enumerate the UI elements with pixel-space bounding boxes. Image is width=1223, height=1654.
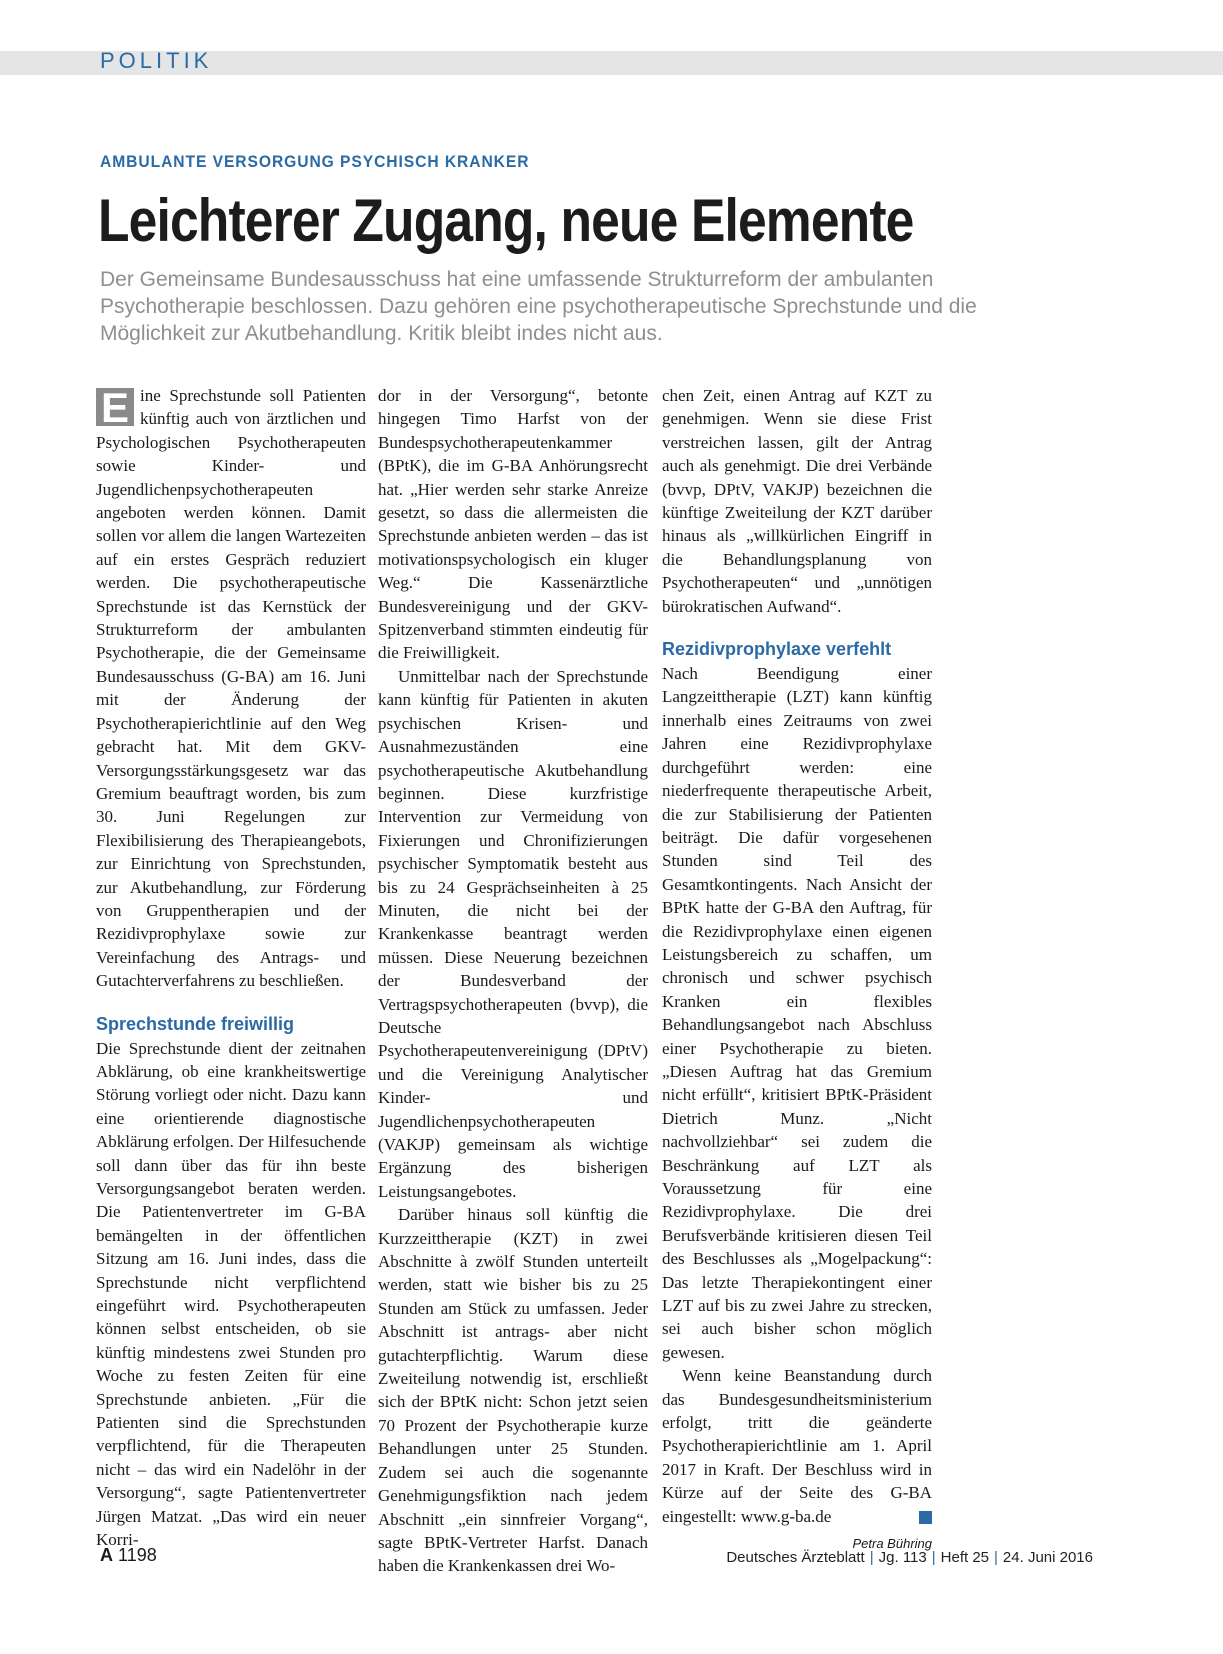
dropcap: E (96, 388, 134, 426)
article-column-3 (662, 384, 932, 1556)
paragraph: Die Sprechstunde dient der zeitnahen Abklärung, ob eine krankheitswertige Störung vorliegt oder nicht. Dazu kann eine orientierende diagnostische Abklärung erfolgen. Der Hilfesuchende soll dann über das für ihn beste Versorgungsangebot beraten werden. Die Patientenvertreter im G-BA bemängelten in der öffentlichen Sitzung am 16. Juni indes, dass die Sprechstunde nicht verpflichtend eingeführt wird. Psychotherapeuten können selbst entscheiden, ob sie künftig mindestens zwei Stunden pro Woche zu festen Zeiten für eine Sprechstunde anbieten. „Für die Patienten sind die Sprechstunden verpflichtend, für die Therapeuten nicht – das wird ein Nadelöhr in der Versorgung“, sagte Patientenvertreter Jürgen Matzat. „Das wird ein neuer Korri- (96, 1038, 367, 1550)
author-byline: Petra Bühring (852, 1536, 932, 1552)
article-column-1 (96, 384, 366, 1552)
journal-date: 24. Juni 2016 (1002, 1549, 1093, 1566)
article-kicker: AMBULANTE VERSORGUNG PSYCHISCH KRANKER (100, 152, 530, 171)
paragraph: Wenn keine Beanstandung durch das Bundesgesundheitsministerium erfolgt, tritt die geänderte Psychotherapierichtlinie am 1. April 2017 in Kraft. Der Beschluss wird in Kürze auf der Seite des G-BA eingestellt: www.g-ba.de (662, 1366, 932, 1526)
paragraph: dor in der Versorgung“, betonte hingegen Timo Harfst von der Bundespsychotherapeutenkammer (BPtK), die im G-BA Anhörungsrecht hat. „Hier werden sehr starke Anreize gesetzt, so dass die allermeisten die Sprechstunde anbieten werden – das ist motivationspsychologisch ein kluger Weg.“ Die Kassenärztliche Bundesvereinigung und der GKV-Spitzenverband stimmten eindeutig für die Freiwilligkeit. (378, 386, 648, 663)
paragraph: Unmittelbar nach der Sprechstunde kann künftig für Patienten in akuten psychischen Krisen- und Ausnahmezuständen eine psychotherapeutische Akutbehandlung beginnen. Diese kurzfristige Intervention zur Vermeidung von Fixierungen und Chronifizierungen psychischer Symptomatik besteht aus bis zu 24 Gesprächseinheiten à 25 Minuten, die nicht bei der Krankenkasse beantragt werden müssen. Diese Neuerung bezeichnen der Bundesverband der Vertragspsychotherapeuten (bvvp), die Deutsche Psychotherapeutenvereinigung (DPtV) und die Vereinigung Analytischer Kinder- und Jugendlichenpsychotherapeuten (VAKJP) gemeinsam als wichtige Ergänzung des bisherigen Leistungsangebotes. (378, 666, 648, 1201)
paragraph: chen Zeit, einen Antrag auf KZT zu genehmigen. Wenn sie diese Frist verstreichen lassen, gilt der Antrag auch als genehmigt. Die drei Verbände (bvvp, DPtV, VAKJP) bezeichnen die künftige Zweiteilung der KZT darüber hinaus als „willkürlichen Eingriff in die Behandlungsplanung von Psychotherapeuten“ und „unnötigen bürokratischen Aufwand“. (662, 386, 932, 616)
publication-footer: Deutsches Ärzteblatt | Jg. 113 | Heft 25 | 24. Juni 2016 (726, 1549, 1093, 1566)
journal-volume: Jg. 113 (878, 1549, 927, 1566)
paragraph: E ine Sprechstunde soll Patienten künftig auch von ärztlichen und Psychologischen Psychotherapeuten sowie Kinder- und Jugendlichenpsychotherapeuten angeboten werden können. Damit sollen vor allem die langen Wartezeiten auf ein erstes Gespräch reduziert werden. Die psychotherapeutische Sprechstunde ist das Kernstück der Strukturreform der ambulanten Psychotherapie, die der Gemeinsame Bundesausschuss (G-BA) am 16. Juni mit der Änderung der Psychotherapierichtlinie auf den Weg gebracht hat. Mit dem GKV-Versorgungsstärkungsgesetz war das Gremium beauftragt worden, bis zum 30. Juni Regelungen zur Flexibilisierung des Therapieangebots, zur Einrichtung von Sprechstunden, zur Akutbehandlung, zur Förderung von Gruppentherapien und der Rezidivprophylaxe sowie zur Vereinfachung des Antrags- und Gutachterverfahrens zu beschließen. (96, 384, 366, 991)
subheading: Sprechstunde freiwillig (96, 1013, 295, 1034)
article-title: Leichterer Zugang, neue Elemente (98, 187, 914, 254)
journal-issue: Heft 25 (940, 1549, 990, 1566)
paragraph: Darüber hinaus soll künftig die Kurzzeittherapie (KZT) in zwei Abschnitte à zwölf Stunden unterteilt werden, statt wie bisher bis zu 25 Stunden am Stück zu umfassen. Jeder Abschnitt ist antrags- aber nicht gutachterpflichtig. Warum diese Zweiteilung notwendig ist, erschließt sich der BPtK nicht: Schon jetzt seien 70 Prozent der Psychotherapie kurze Behandlungen unter 25 Stunden. Zudem sei auch die sogenannte Genehmigungsfiktion nach jedem Abschnitt „ein sinnfreier Vorgang“, sagte BPtK-Vertreter Harfst. Danach haben die Krankenkassen drei Wo- (378, 1205, 648, 1576)
page-number: A 1198 (100, 1545, 157, 1565)
end-mark-icon (919, 1511, 932, 1524)
article-column-2 (378, 384, 648, 1578)
ressort-label: POLITIK (100, 48, 213, 73)
subheading: Rezidivprophylaxe verfehlt (662, 639, 892, 660)
article-teaser: Der Gemeinsame Bundesausschuss hat eine umfassende Strukturreform der ambulanten Psychotherapie beschlossen. Dazu gehören eine psychotherapeutische Sprechstunde und die Möglichkeit zur Akutbehandlung. Kritik bleibt indes nicht aus. (100, 268, 977, 345)
journal-name: Deutsches Ärzteblatt (726, 1549, 865, 1566)
paragraph: Nach Beendigung einer Langzeittherapie (LZT) kann künftig innerhalb eines Zeitraums von zwei Jahren eine Rezidivprophylaxe durchgeführt werden: eine niederfrequente therapeutische Arbeit, die zur Stabilisierung der Patienten beiträgt. Die dafür vorgesehenen Stunden sind Teil des Gesamtkontingents. Nach Ansicht der BPtK hatte der G-BA den Auftrag, für die Rezidivprophylaxe einen eigenen Leistungsbereich zu schaffen, um chronisch und schwer psychisch Kranken ein flexibles Behandlungsangebot nach Abschluss einer Psychotherapie zu bieten. „Diesen Auftrag hat das Gremium nicht erfüllt“, kritisiert BPtK-Präsident Dietrich Munz. „Nicht nachvollziehbar“ sei zudem die Beschränkung auf LZT als Voraussetzung für eine Rezidivprophylaxe. Die drei Berufsverbände kritisieren diesen Teil des Beschlusses als „Mogelpackung“: Das letzte Therapiekontingent einer LZT auf bis zu zwei Jahre zu strecken, sei auch bisher schon möglich gewesen. (662, 664, 932, 1362)
